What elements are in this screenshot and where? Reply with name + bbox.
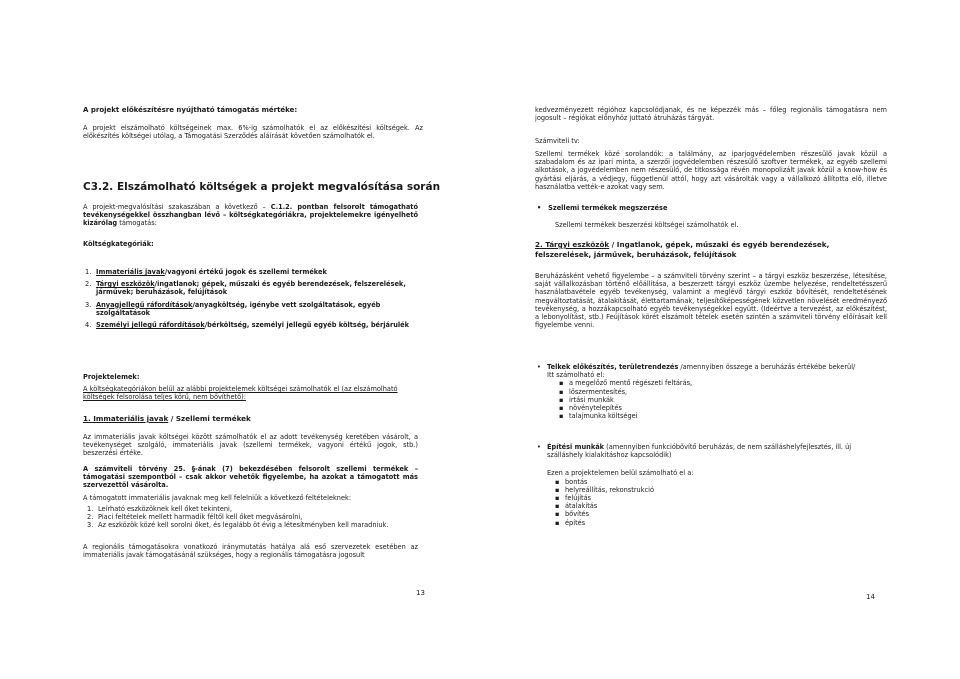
sub-list-item: ▪ irtási munkák — [559, 396, 887, 404]
condition-number: 3. — [87, 521, 94, 530]
immat-p2: A számviteli törvény 25. §-ának (7) bekezdésében felsorolt szellemi termékek – támogatási szempontból – csak akkor vehetők figyelembe, ha azokat a támogatott más szervezettől vásárolta. — [83, 465, 418, 490]
intro-plain: A projekt-megvalósítási szakaszában a következő – — [83, 203, 266, 211]
sz-heading-row — [537, 204, 877, 212]
category-item — [85, 280, 425, 296]
categories-list — [85, 268, 425, 333]
sz-text: Szellemi termékek beszerzési költségei számolhatók el. — [555, 221, 739, 229]
bullet1-sub-intro: Itt számolható el: — [547, 371, 605, 380]
immat-heading — [83, 415, 383, 423]
category-text — [96, 321, 409, 329]
sub-list-item: ▪ építés — [555, 519, 887, 527]
bullet2-head: Építési munkák — [547, 443, 605, 451]
bullet1-rest: /amennyiben összege a beruházás értékébe bekerül/ — [678, 363, 856, 371]
tangible-heading-link[interactable]: 2. Tárgyi eszközök — [535, 240, 610, 249]
category-link[interactable]: Személyi jellegű ráfordítások — [96, 321, 205, 330]
bullet2-sub-intro: Ezen a projektelemen belül számolható el a: — [547, 469, 694, 478]
category-link[interactable]: Immateriális javak — [96, 268, 165, 276]
condition-item — [87, 521, 417, 529]
category-rest: /vagyoni értékű jogok és szellemi termékek — [164, 268, 327, 276]
condition-text: Leírható eszközöknek kell őket tekinteni, — [98, 505, 232, 513]
prep-text: A projekt elszámolható költségeinek max. 6%-ig számolhatók el az előkészítési költségek. Az előkészítés költségei utólag, a Támogatási Szerződés aláírását követően számolhatók el. — [83, 124, 423, 141]
category-text — [96, 268, 327, 276]
category-item — [85, 268, 425, 276]
category-number: 1. — [85, 268, 92, 276]
section-title: C3.2. Elszámolható költségek a projekt megvalósítása során — [83, 181, 441, 193]
sub-list-item: ▪ talajmunka költségei — [559, 412, 887, 420]
immat-p1: Az immateriális javak költségei között számolhatók el az adott tevékenység keretében vásárolt, a tevékenységet szolgáló, immateriális javak (szellemi termékek, vagyoni értékű jogok, stb.) beszerzési értéke. — [83, 433, 418, 458]
bullet2-rest: (amennyiben funkcióbővítő beruházás, de nem szálláshelyfejlesztés, ill. új szálláshely kialakításhoz kapcsolódik) — [547, 443, 852, 460]
cont-text: kedvezményezett régióhoz kapcsolódjanak, és ne képezzék más – főleg regionális támogatásra nem jogosult – régiókat előnyhöz juttató átruházás tárgyát. — [535, 106, 887, 123]
category-number: 4. — [85, 321, 92, 330]
condition-text: Piaci feltételek mellett harmadik féltől kell őket megvásárolni, — [98, 513, 303, 522]
conditions-list — [87, 505, 417, 530]
acc-label: Számviteli tv: — [535, 137, 580, 145]
intro-tail: támogatás: — [119, 219, 157, 228]
page-number: 13 — [416, 589, 425, 597]
condition-number: 2. — [87, 513, 94, 522]
sub-list-item: ▪ növénytelepítés — [559, 404, 887, 412]
bullet1-head: Telkek előkészítés, területrendezés — [547, 363, 679, 371]
category-rest: /ingatlanok; gépek, műszaki és egyéb berendezések, felszerelések, járművek; beruházások, felújítások — [96, 280, 406, 297]
bullet-icon: • — [537, 363, 541, 371]
sub-list-item: ▪ átalakítás — [555, 502, 887, 510]
sub-list-item: ▪ bontás — [555, 478, 887, 486]
immat-p4: A regionális támogatásokra vonatkozó iránymutatás hatálya alá eső szervezetek esetében az immateriális javak támogatásánál szükséges, hogy a regionális támogatásra jogosult — [83, 543, 418, 560]
category-text — [96, 301, 380, 317]
immat-heading-rest: / Szellemi termékek — [168, 414, 251, 423]
sub-list-item: ▪ a megelőző mentő régészeti feltárás, — [559, 379, 887, 387]
sub-list-item: ▪ felújítás — [555, 494, 887, 502]
categories-heading: Költségkategóriák: — [83, 240, 154, 248]
condition-number: 1. — [87, 505, 94, 513]
bullet-icon: • — [537, 204, 542, 212]
sub-list-item: ▪ helyreállítás, rekonstrukció — [555, 486, 887, 494]
section-intro — [83, 203, 418, 228]
elements-heading: Projektelemek: — [83, 373, 140, 381]
immat-heading-link[interactable]: 1. Immateriális javak — [83, 414, 169, 423]
category-item — [85, 321, 425, 329]
category-text — [96, 280, 406, 296]
tangible-text: Beruházásként vehető figyelembe – a számviteli törvény szerint – a tárgyi eszköz beszerzése, létesítése, saját vállalkozásban történő előállítása, a beszerzett tárgyi eszköz üzembe helyezése, rendeltetésszerű használatbavétele egyéb tevékenység, valamint a meglévő tárgyi eszköz bővítését, rendeltetésének megváltoztatását, átalakítását, élettartamának, teljesítőképességének közvetlen növelését eredményező tevékenység, a hozzákapcsolható egyéb tevékenységekkel együtt. (Ideértve a tervezést, az előkészítést, a lebonyolítást, stb.) Feújítások körét elszámolt tételek esetén szintén a számviteli törvény előírásait kell figyelembe venni. — [535, 272, 887, 330]
condition-item — [87, 505, 417, 513]
page-number: 14 — [866, 593, 875, 601]
prep-heading: A projekt előkészítésre nyújtható támogatás mértéke: — [83, 106, 298, 114]
tangible-heading — [535, 240, 887, 260]
acc-text: Szellemi termékek közé sorolandók: a találmány, az iparjogvédelemben részesülő javak közül a szabadalom és az ipari minta, a szerzői jogvédelemben részesülő szoftver termékek, az egyéb szellemi alkotások, a jogvédelemben nem részesülő, de titkossága révén monopolizált javak közül a know-how és gyártási eljárás, a védjegy, függetlenül attól, hogy azt vásárolták vagy a vállalkozó állította elő, illetve használatba vették-e azokat vagy sem. — [535, 150, 887, 191]
condition-text: Az eszközök közé kell sorolni őket, és legalább öt évig a létesítményben kell maradniuk. — [98, 521, 389, 530]
bullet-icon: • — [537, 443, 541, 451]
category-rest: /bérköltség, személyi jellegű egyéb költség, bérjárulék — [204, 321, 410, 330]
elements-text[interactable]: A költségkategóriákon belül az alábbi projektelemek költségei számolhatók el (az elszámolható költségek felsorolása teljes körű, nem bővíthető): — [83, 385, 398, 402]
category-item — [85, 301, 425, 317]
category-rest: /anyagköltség, igénybe vett szolgáltatások, egyéb szolgáltatások — [96, 300, 381, 317]
sub-list-item: ▪ lőszermentesítés, — [559, 388, 887, 396]
category-link[interactable]: Anyagjellegű ráfordítások — [96, 300, 193, 309]
intro-bold-ref: C.1.2. pontban felsorolt támogatható tevékenységekkel összhangban lévő – költségkategóriákra, projektelemekre igényelhető kizárólag — [83, 203, 418, 228]
sz-heading: Szellemi termékek megszerzése — [548, 204, 668, 212]
page-14 — [480, 0, 960, 679]
tangible-heading-rest: / Ingatlanok, gépek, műszaki és egyéb berendezések, felszerelések, járművek, beruházások, felújítások — [535, 240, 830, 259]
category-number: 3. — [85, 300, 92, 309]
sub-list-item: ▪ bővítés — [555, 510, 887, 518]
bullet1 — [537, 363, 887, 420]
immat-p3: A támogatott immateriális javaknak meg kell felelniük a következő feltételeknek: — [83, 494, 352, 502]
bullet2 — [537, 443, 887, 527]
category-number: 2. — [85, 280, 92, 289]
category-link[interactable]: Tárgyi eszközök — [96, 280, 155, 289]
